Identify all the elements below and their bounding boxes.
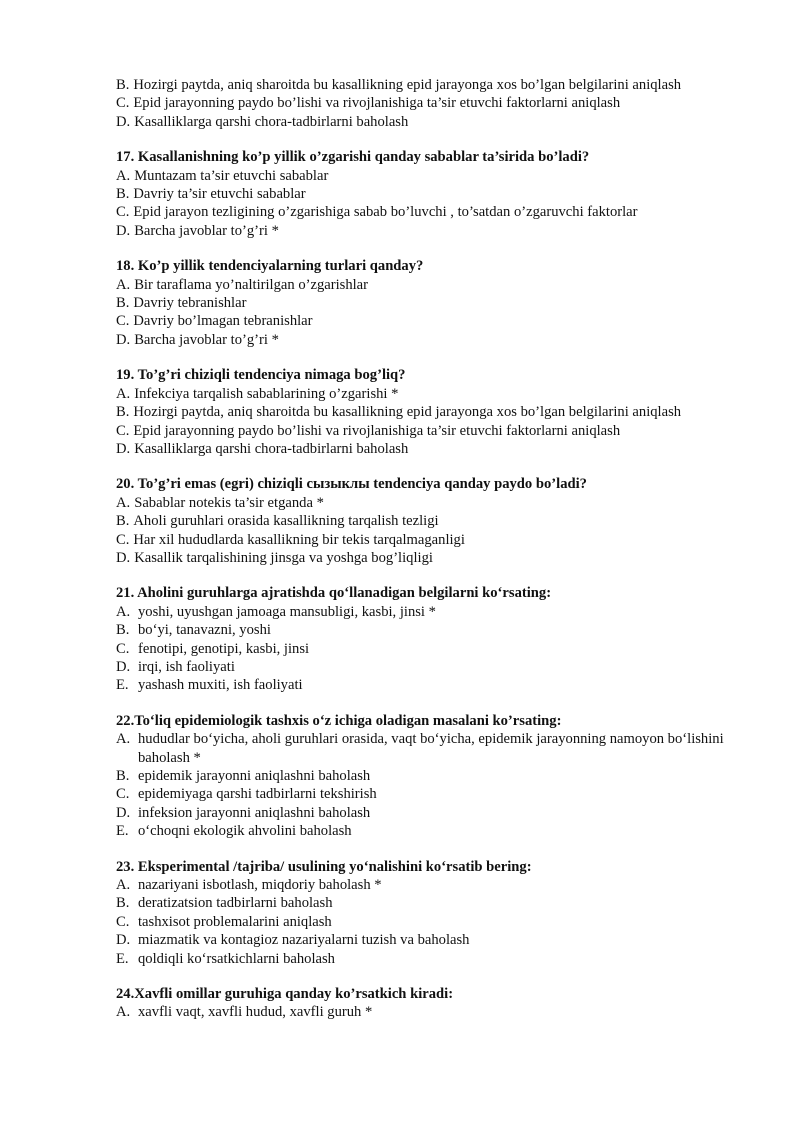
question-19 — [116, 366, 756, 458]
option-letter: E. — [116, 950, 129, 967]
option-text: Epid jarayonning paydo bo’lishi va rivojlanishiga ta’sir etuvchi faktorlarni aniqlash — [133, 422, 621, 439]
option-a — [116, 1003, 756, 1021]
option-letter: E. — [116, 823, 129, 840]
option-letter: D. — [116, 222, 131, 239]
question-24 — [116, 985, 756, 1022]
option-text: yoshi, uyushgan jamoaga mansubligi, kasbi, jinsi * — [138, 603, 436, 620]
option-text: hududlar bo‘yicha, aholi guruhlari orasida, vaqt bo‘yicha, epidemik jarayonning namoyon bo‘lishini baholash * — [138, 731, 724, 766]
option-letter: B. — [116, 404, 130, 421]
option-letter: D. — [116, 331, 131, 348]
option-letter: C. — [116, 422, 130, 439]
option-text: Bir taraflama yo’naltirilgan o’zgarishlar — [134, 276, 369, 293]
question-title: 24.Xavfli omillar guruhiga qanday ko’rsatkich kiradi: — [116, 986, 454, 1003]
option-b — [116, 185, 756, 203]
option-b — [116, 767, 756, 785]
option-c — [116, 913, 756, 931]
option-a — [116, 603, 756, 621]
question-18 — [116, 257, 756, 349]
option-a — [116, 876, 756, 894]
option-c — [116, 312, 756, 330]
option-c — [116, 640, 756, 658]
option-text: bo‘yi, tanavazni, yoshi — [138, 622, 271, 639]
option-c — [116, 422, 756, 440]
option-a — [116, 730, 756, 767]
option-a — [116, 276, 756, 294]
option-a — [116, 494, 756, 512]
option-text: Barcha javoblar to’g’ri * — [134, 331, 279, 348]
option-text: deratizatsion tadbirlarni baholash — [138, 895, 333, 912]
option-b — [116, 294, 756, 312]
option-letter: C. — [116, 786, 130, 803]
option-letter: A. — [116, 494, 131, 511]
option-text: Infekciya tarqalish sabablarining o’zgarishi * — [134, 385, 399, 402]
option-e — [116, 676, 756, 694]
option-letter: A. — [116, 603, 131, 620]
option-d — [116, 931, 756, 949]
question-title: 23. Eksperimental /tajriba/ usulining yo‘nalishini ko‘rsatib bering: — [116, 858, 532, 875]
question-title: 18. Ko’p yillik tendenciyalarning turlari qanday? — [116, 258, 424, 275]
question-title: 17. Kasallanishning ko’p yillik o’zgarishi qanday sabablar ta’sirida bo’ladi? — [116, 149, 590, 166]
option-b — [116, 76, 756, 94]
question-title: 22.To‘liq epidemiologik tashxis o‘z ichiga oladigan masalani ko’rsating: — [116, 712, 562, 729]
option-letter: B. — [116, 513, 130, 530]
question-21 — [116, 584, 756, 694]
option-letter: B. — [116, 77, 130, 93]
option-text: Aholi guruhlari orasida kasallikning tarqalish tezligi — [133, 513, 439, 530]
document-page — [116, 76, 756, 1022]
option-letter: A. — [116, 731, 131, 748]
option-letter: C. — [116, 913, 130, 930]
option-text: Davriy bo’lmagan tebranishlar — [133, 313, 313, 330]
option-e — [116, 822, 756, 840]
option-letter: A. — [116, 167, 131, 184]
option-c — [116, 531, 756, 549]
option-b — [116, 894, 756, 912]
option-text: Epid jarayonning paydo bo’lishi va rivojlanishiga ta’sir etuvchi faktorlarni aniqlash — [133, 95, 621, 112]
option-letter: D. — [116, 549, 131, 566]
option-text: Kasalliklarga qarshi chora-tadbirlarni baholash — [134, 440, 409, 457]
option-letter: A. — [116, 276, 131, 293]
option-text: infeksion jarayonni aniqlashni baholash — [138, 804, 371, 821]
option-d — [116, 113, 756, 131]
option-text: Muntazam ta’sir etuvchi sabablar — [134, 167, 329, 184]
option-d — [116, 440, 756, 458]
question-23 — [116, 858, 756, 968]
option-text: nazariyani isbotlash, miqdoriy baholash * — [138, 877, 382, 894]
option-letter: B. — [116, 295, 130, 312]
option-d — [116, 222, 756, 240]
option-e — [116, 950, 756, 968]
option-text: o‘choqni ekologik ahvolini baholash — [138, 823, 352, 840]
option-letter: B. — [116, 895, 130, 912]
option-c — [116, 203, 756, 221]
option-text: xavfli vaqt, xavfli hudud, xavfli guruh * — [138, 1004, 373, 1021]
option-letter: B. — [116, 622, 130, 639]
option-text: Sabablar notekis ta’sir etganda * — [134, 494, 324, 511]
option-d — [116, 804, 756, 822]
option-b — [116, 621, 756, 639]
question-title: 20. To’g’ri emas (egri) chiziqli сызыклы tendenciya qanday paydo bo’ladi? — [116, 476, 587, 493]
option-text: Barcha javoblar to’g’ri * — [134, 222, 279, 239]
option-text: epidemiyaga qarshi tadbirlarni tekshirish — [138, 786, 377, 803]
option-b — [116, 403, 756, 421]
option-letter: A. — [116, 877, 131, 894]
option-d — [116, 331, 756, 349]
option-letter: E. — [116, 677, 129, 694]
question-17 — [116, 148, 756, 240]
option-text: Epid jarayon tezligining o’zgarishiga sabab bo’luvchi , to’satdan o’zgaruvchi faktorlar — [133, 204, 638, 221]
option-text: qoldiqli ko‘rsatkichlarni baholash — [138, 950, 335, 967]
previous-question-options — [116, 76, 756, 131]
question-title: 21. Aholini guruhlarga ajratishda qo‘llanadigan belgilarni ko‘rsating: — [116, 585, 552, 602]
option-text: Kasalliklarga qarshi chora-tadbirlarni baholash — [134, 113, 409, 130]
option-b — [116, 512, 756, 530]
option-text: yashash muxiti, ish faoliyati — [138, 677, 303, 694]
option-text: irqi, ish faoliyati — [138, 658, 235, 675]
option-text: Davriy tebranishlar — [133, 295, 247, 312]
option-letter: C. — [116, 640, 130, 657]
option-letter: C. — [116, 531, 130, 548]
option-letter: B. — [116, 768, 130, 784]
option-letter: D. — [116, 113, 131, 130]
option-letter: C. — [116, 204, 130, 221]
option-text: fenotipi, genotipi, kasbi, jinsi — [138, 640, 310, 657]
option-d — [116, 658, 756, 676]
option-c — [116, 785, 756, 803]
option-letter: C. — [116, 95, 130, 112]
option-c — [116, 94, 756, 112]
option-text: miazmatik va kontagioz nazariyalarni tuzish va baholash — [138, 932, 470, 949]
option-text: Hozirgi paytda, aniq sharoitda bu kasallikning epid jarayonga xos bo’lgan belgilarini aniqlash — [133, 77, 682, 93]
question-22 — [116, 712, 756, 841]
option-letter: D. — [116, 804, 131, 821]
option-letter: B. — [116, 186, 130, 203]
option-text: Har xil hududlarda kasallikning bir tekis tarqalmaganligi — [133, 531, 465, 548]
option-letter: D. — [116, 658, 131, 675]
option-text: epidemik jarayonni aniqlashni baholash — [138, 768, 371, 784]
option-letter: A. — [116, 385, 131, 402]
option-letter: D. — [116, 932, 131, 949]
option-a — [116, 167, 756, 185]
option-text: Kasallik tarqalishining jinsga va yoshga bog’liqligi — [134, 549, 433, 566]
option-text: Davriy ta’sir etuvchi sabablar — [133, 186, 306, 203]
option-text: Hozirgi paytda, aniq sharoitda bu kasallikning epid jarayonga xos bo’lgan belgilarini aniqlash — [133, 404, 682, 421]
option-letter: D. — [116, 440, 131, 457]
option-d — [116, 549, 756, 567]
option-letter: C. — [116, 313, 130, 330]
option-letter: A. — [116, 1004, 131, 1021]
option-text: tashxisot problemalarini aniqlash — [138, 913, 332, 930]
option-a — [116, 385, 756, 403]
question-title: 19. To’g’ri chiziqli tendenciya nimaga bog’liq? — [116, 367, 406, 384]
question-20 — [116, 475, 756, 567]
